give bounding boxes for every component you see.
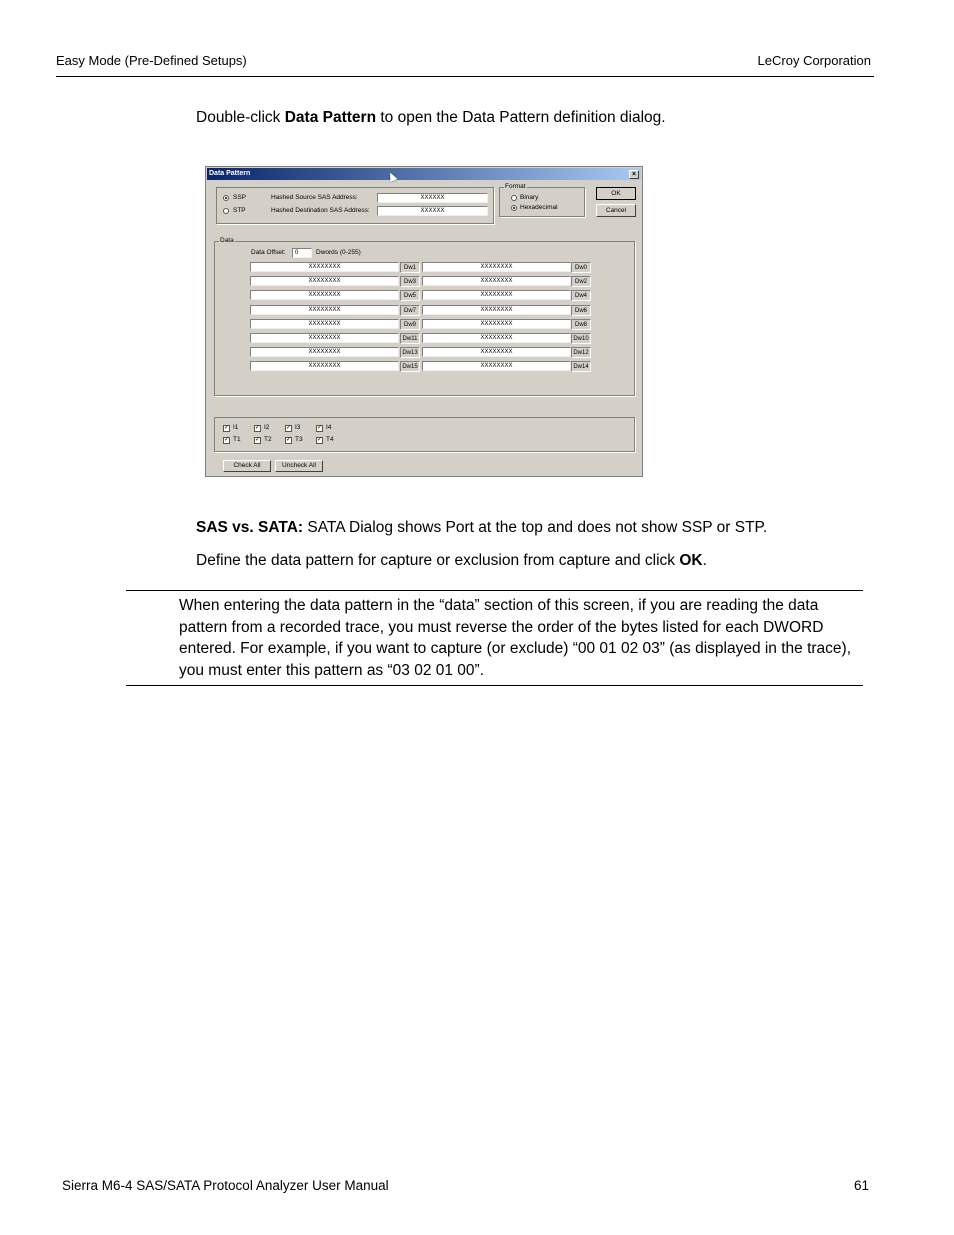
intro-bold: Data Pattern	[284, 109, 377, 126]
stp-radio[interactable]	[223, 208, 229, 214]
checkbox[interactable]: ✓	[255, 437, 261, 443]
dword-label: Dw0	[571, 262, 591, 273]
dword-label: Dw10	[571, 333, 591, 344]
dword-input[interactable]: XXXXXXXX	[422, 262, 571, 272]
note-top-rule	[126, 590, 863, 591]
checkbox[interactable]: ✓	[317, 437, 323, 443]
dword-label: Dw13	[400, 347, 420, 358]
dialog-title-bar	[207, 168, 641, 180]
cancel-button[interactable]: Cancel	[596, 204, 636, 217]
dword-input[interactable]: XXXXXXXX	[250, 262, 399, 272]
checkbox[interactable]: ✓	[286, 425, 292, 431]
header-company: LeCroy Corporation	[757, 53, 871, 68]
data-group-label: Data	[220, 237, 234, 244]
dword-label: Dw12	[571, 347, 591, 358]
define-prefix: Define the data pattern for capture or exclusion from capture and click	[196, 552, 680, 569]
dword-label: Dw4	[571, 290, 591, 301]
dst-address-input[interactable]: XXXXXX	[377, 206, 488, 216]
checkbox-label: I3	[295, 424, 301, 431]
dwords-range-label: Dwords (0-255)	[316, 249, 361, 256]
checkbox-label: T2	[264, 436, 272, 443]
dword-input[interactable]: XXXXXXXX	[422, 319, 571, 329]
binary-radio[interactable]	[511, 195, 517, 201]
format-group	[499, 183, 585, 217]
hex-label: Hexadecimal	[520, 204, 558, 211]
checkbox-label: I4	[326, 424, 332, 431]
header-rule	[56, 76, 874, 77]
dst-address-label: Hashed Destination SAS Address:	[271, 207, 370, 214]
dialog-title: Data Pattern	[209, 170, 251, 177]
dword-input[interactable]: XXXXXXXX	[422, 290, 571, 300]
note-bottom-rule	[126, 685, 863, 686]
checkbox[interactable]: ✓	[286, 437, 292, 443]
dword-input[interactable]: XXXXXXXX	[250, 305, 399, 315]
binary-label: Binary	[520, 194, 539, 201]
checkbox-label: I2	[264, 424, 270, 431]
dword-label: Dw14	[571, 361, 591, 372]
dword-label: Dw15	[400, 361, 420, 372]
ssp-label: SSP	[233, 194, 247, 201]
data-pattern-dialog	[205, 166, 643, 477]
dword-label: Dw7	[400, 305, 420, 316]
ok-button[interactable]: OK	[596, 187, 636, 200]
intro-prefix: Double-click	[196, 109, 285, 126]
dword-input[interactable]: XXXXXXXX	[422, 347, 571, 357]
dword-input[interactable]: XXXXXXXX	[250, 290, 399, 300]
define-paragraph	[196, 552, 707, 570]
checkbox[interactable]: ✓	[224, 437, 230, 443]
check-all-button[interactable]: Check All	[223, 460, 271, 472]
dword-label: Dw3	[400, 276, 420, 287]
checkbox[interactable]: ✓	[317, 425, 323, 431]
checkbox-label: T3	[295, 436, 303, 443]
dword-label: Dw9	[400, 319, 420, 330]
dword-input[interactable]: XXXXXXXX	[250, 319, 399, 329]
dword-label: Dw1	[400, 262, 420, 273]
checkbox-label: T1	[233, 436, 241, 443]
src-address-label: Hashed Source SAS Address:	[271, 194, 358, 201]
stp-label: STP	[233, 207, 246, 214]
offset-label: Data Offset:	[251, 249, 286, 256]
dword-label: Dw11	[400, 333, 420, 344]
checkbox-label: I1	[233, 424, 239, 431]
checkbox[interactable]: ✓	[224, 425, 230, 431]
ssp-radio[interactable]	[223, 195, 229, 201]
dword-input[interactable]: XXXXXXXX	[422, 305, 571, 315]
sas-vs-sata-bold: SAS vs. SATA:	[196, 519, 304, 536]
uncheck-all-button[interactable]: Uncheck All	[275, 460, 323, 472]
dword-input[interactable]: XXXXXXXX	[422, 333, 571, 343]
dword-input[interactable]: XXXXXXXX	[422, 361, 571, 371]
checks-group	[214, 417, 635, 452]
checkbox[interactable]: ✓	[255, 425, 261, 431]
hex-radio[interactable]	[511, 205, 517, 211]
dword-input[interactable]: XXXXXXXX	[250, 361, 399, 371]
src-address-input[interactable]: XXXXXX	[377, 193, 488, 203]
dword-label: Dw8	[571, 319, 591, 330]
footer-page-number: 61	[853, 1178, 869, 1193]
define-bold: OK	[679, 552, 703, 569]
offset-input[interactable]: 0	[292, 248, 312, 258]
dword-label: Dw5	[400, 290, 420, 301]
header-section-title: Easy Mode (Pre-Defined Setups)	[56, 53, 247, 68]
sas-vs-sata-text: SATA Dialog shows Port at the top and does not show SSP or STP.	[303, 519, 768, 536]
sas-vs-sata-paragraph	[196, 519, 767, 537]
dword-input[interactable]: XXXXXXXX	[250, 276, 399, 286]
intro-suffix: to open the Data Pattern definition dialog.	[376, 109, 666, 126]
dword-input[interactable]: XXXXXXXX	[250, 333, 399, 343]
define-suffix: .	[702, 552, 707, 569]
note-text: When entering the data pattern in the “data” section of this screen, if you are reading the data pattern from a recorded trace, you must reverse the order of the bytes listed for each DWORD entered. For example, if you want to capture (or exclude) “00 01 02 03” (as displayed in the trace), you must enter this pattern as “03 02 01 00”.	[179, 597, 852, 680]
dword-input[interactable]: XXXXXXXX	[422, 276, 571, 286]
format-label: Format	[505, 183, 526, 190]
footer-manual-title: Sierra M6-4 SAS/SATA Protocol Analyzer User Manual	[62, 1178, 389, 1193]
dword-input[interactable]: XXXXXXXX	[250, 347, 399, 357]
dword-label: Dw6	[571, 305, 591, 316]
dword-label: Dw2	[571, 276, 591, 287]
close-icon[interactable]: ×	[629, 170, 639, 179]
checkbox-label: T4	[326, 436, 334, 443]
intro-paragraph	[196, 109, 666, 127]
